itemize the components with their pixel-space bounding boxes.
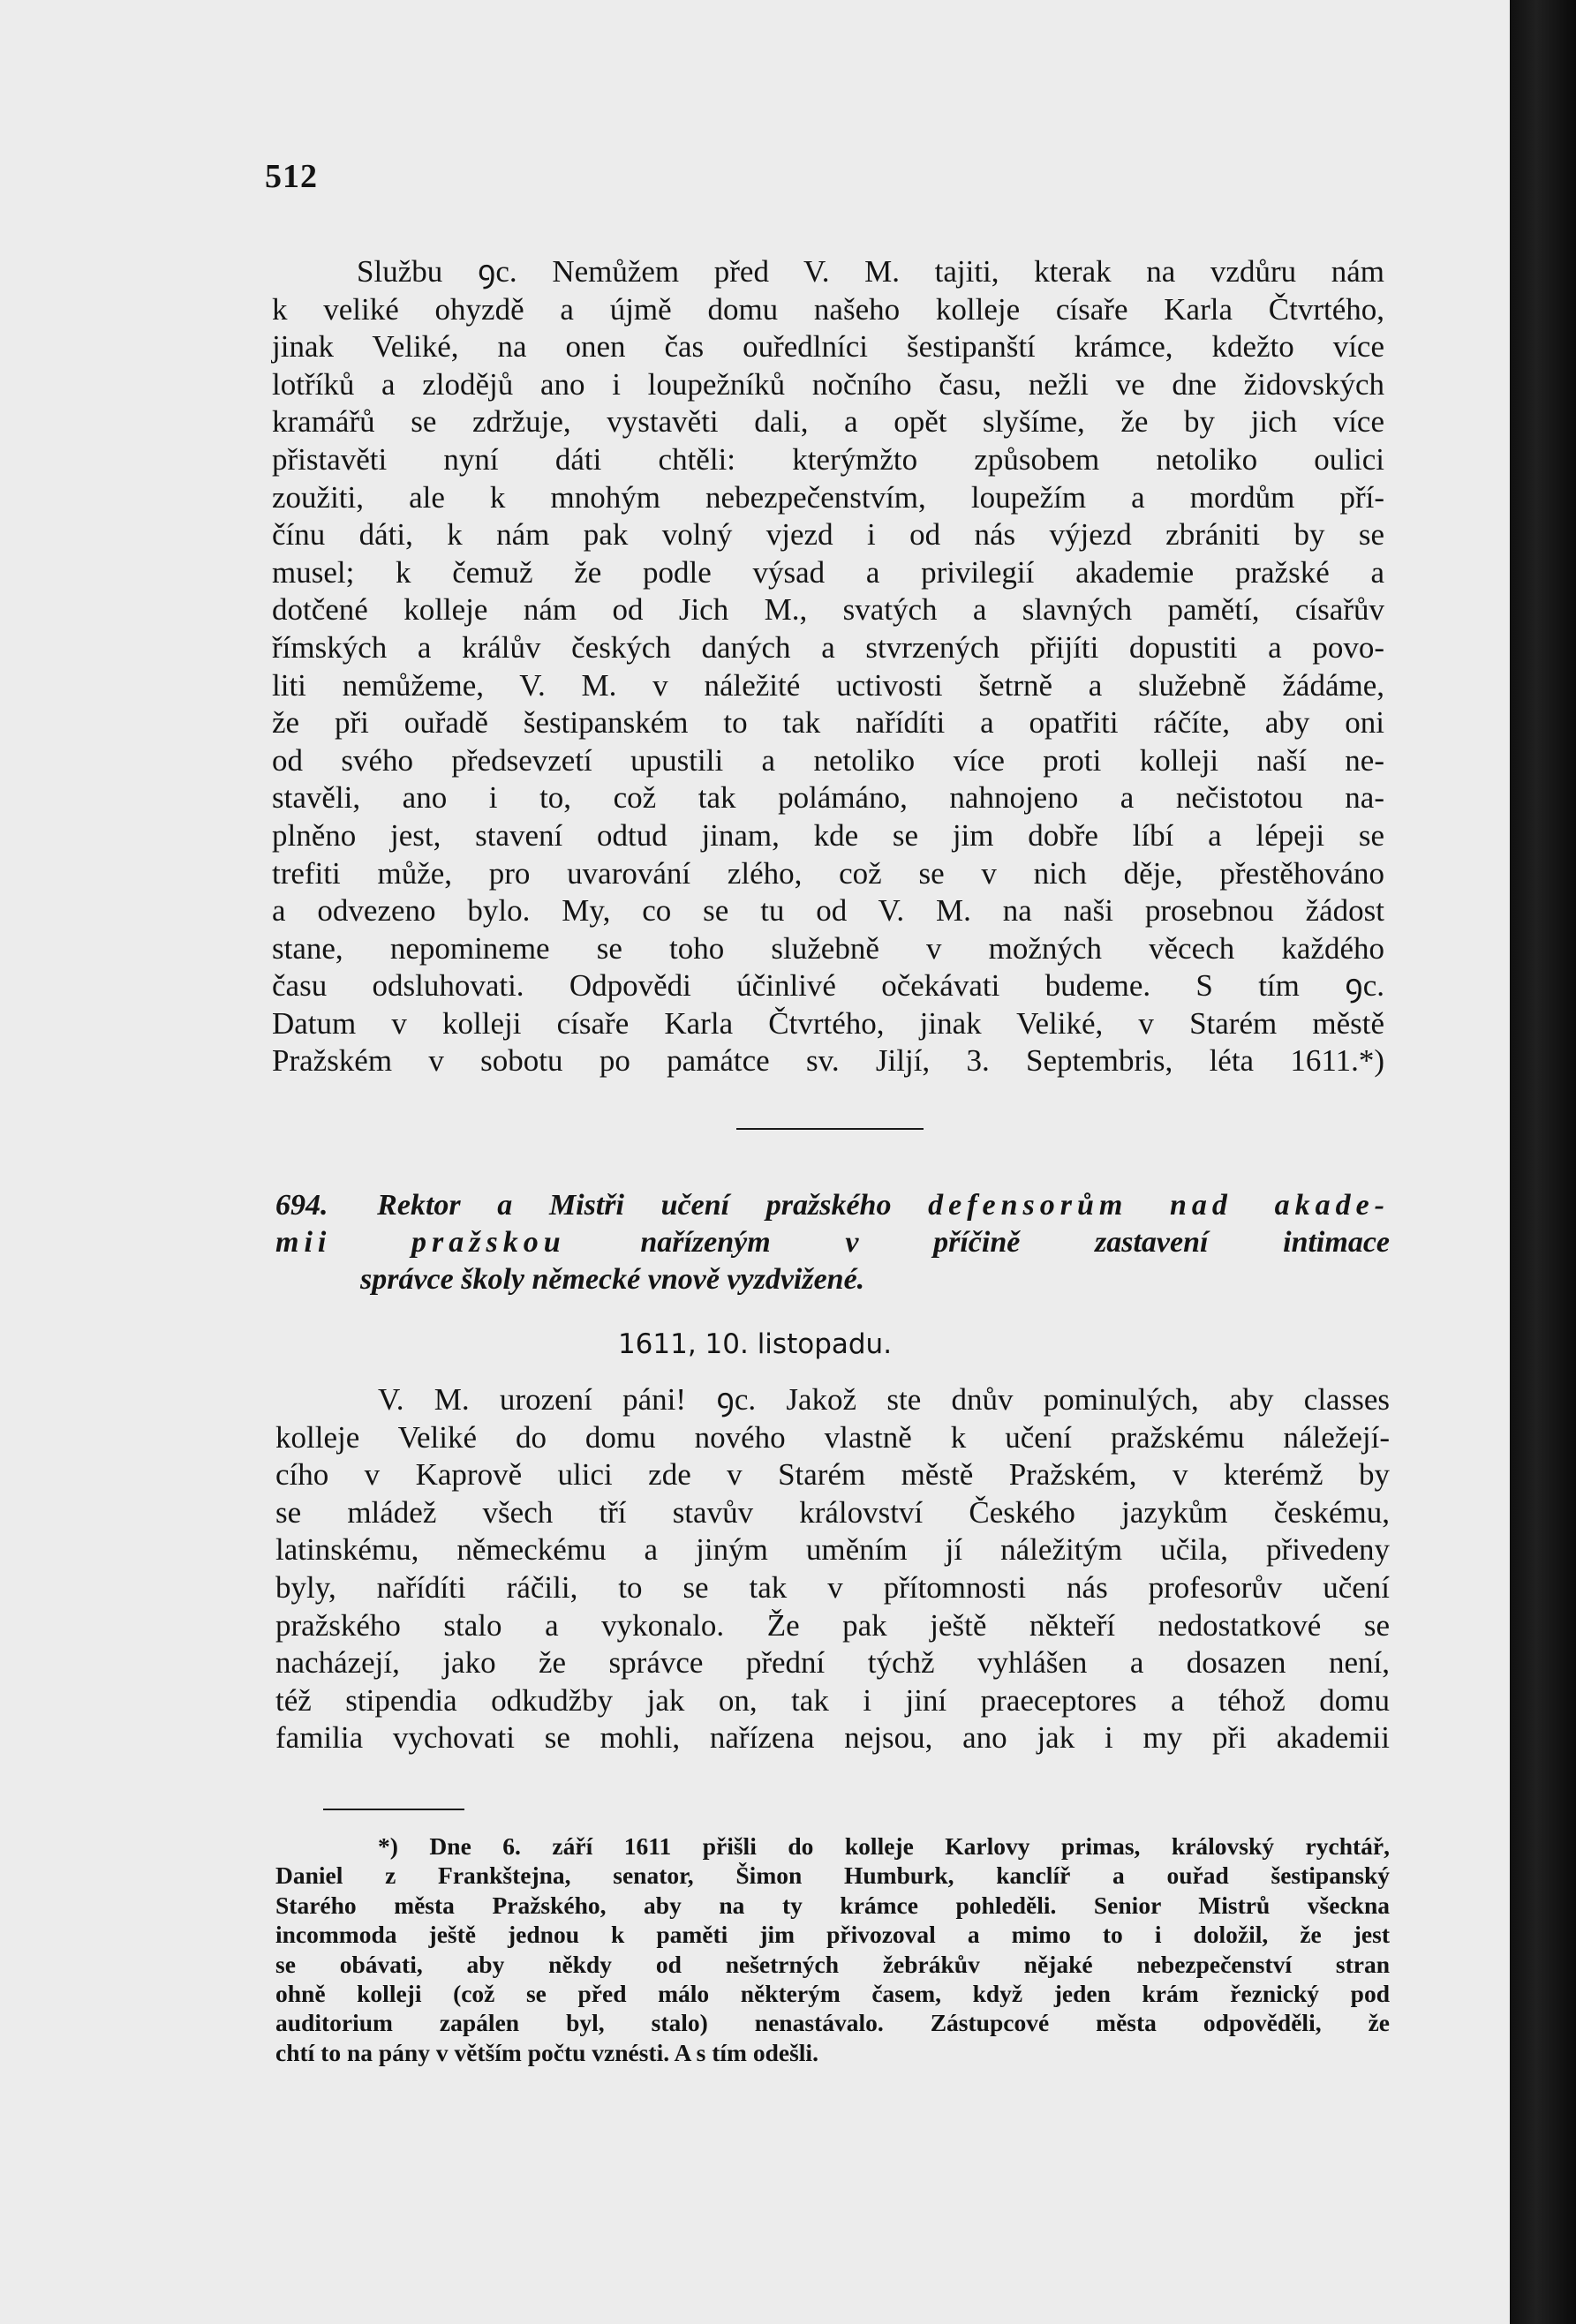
text-line: od svého předsevzetí upustili a netoliko více proti kolleji naší ne- xyxy=(272,742,1384,778)
text-line: liti nemůžeme, V. M. v náležité uctivosti šetrně a služebně žádáme, xyxy=(272,667,1384,703)
heading-part: Rektor a Mistři učení pražského xyxy=(377,1189,892,1222)
heading-part-spaced: mii pražskou xyxy=(275,1226,566,1259)
text-line: kolleje Veliké do domu nového vlastně k učení pražskému náležejí- xyxy=(275,1419,1390,1455)
text-line: cího v Kaprově ulici zde v Starém městě Pražském, v kterémž by xyxy=(275,1457,1390,1493)
text-line: k veliké ohyzdě a újmě domu našeho kolleje císaře Karla Čtvrtého, xyxy=(272,291,1384,327)
text-line: přistavěti nyní dáti chtěli: kterýmžto způsobem netoliko oulici xyxy=(272,441,1384,477)
text-line: stavěli, ano i to, což tak polámáno, nahnojeno a nečistotou na- xyxy=(272,780,1384,816)
text-line: jinak Veliké, na onen čas ouředlníci šestipanští krámce, kdežto více xyxy=(272,329,1384,365)
footnote-line: incommoda ještě jednou k paměti jim přivozoval a mimo to i doložil, že jest xyxy=(275,1921,1390,1949)
footnote-line: chtí to na pány v větším počtu vznésti. A s tím odešli. xyxy=(275,2038,818,2066)
footnote-line: Starého města Pražského, aby na ty krámce pohleděli. Senior Mistrů všeckna xyxy=(275,1891,1390,1919)
text-line: plněno jest, stavení odtud jinam, kde se jim dobře líbí a lépeji se xyxy=(272,817,1384,853)
text-line: V. M. urození páni! ꝯc. Jakož ste dnův pominulých, aby classes xyxy=(378,1382,1390,1417)
text-line: lotříků a zlodějů ano i loupežníků nočního času, nežli ve dne židovských xyxy=(272,366,1384,402)
text-line: a odvezeno bylo. My, co se tu od V. M. na naši prosebnou žádost xyxy=(272,893,1384,929)
continued-letter-text xyxy=(272,253,1384,1080)
text-line: Pražském v sobotu po památce sv. Jiljí, 3. Septembris, léta 1611.*) xyxy=(272,1043,1384,1079)
document-heading xyxy=(275,1187,1390,1298)
document-number: 694. xyxy=(275,1189,328,1222)
heading-line-1 xyxy=(275,1187,1390,1224)
footnote-line: auditorium zapálen byl, stalo) nenastávalo. Zástupcové města odpověděli, že xyxy=(275,2009,1390,2037)
text-line: se mládež všech tří stavův království Českého jazykům českému, xyxy=(275,1494,1390,1530)
document-date: 1611, 10. listopadu. xyxy=(617,1328,893,1360)
text-line: Službu ꝯc. Nemůžem před V. M. tajiti, kterak na vzdůru nám xyxy=(357,254,1384,289)
text-line: kramářů se zdržuje, vystavěti dali, a opět slyšíme, že by jich více xyxy=(272,404,1384,440)
section-divider xyxy=(736,1128,924,1130)
text-line: též stipendia odkudžby jak on, tak i jiní praeceptores a téhož domu xyxy=(275,1682,1390,1718)
letter-text xyxy=(275,1381,1390,1757)
page-number: 512 xyxy=(265,158,318,195)
heading-line-3: správce školy německé vnově vyzdvižené. xyxy=(360,1263,865,1296)
text-line: dotčené kolleje nám od Jich M., svatých a slavných pamětí, císařův xyxy=(272,592,1384,628)
text-line: že při ouřadě šestipanském to tak nařídíti a opatřiti ráčíte, aby oni xyxy=(272,705,1384,741)
footnote xyxy=(275,1831,1390,2067)
text-line: pražského stalo a vykonalo. Že pak ještě někteří nedostatkové se xyxy=(275,1607,1390,1643)
footnote-divider xyxy=(323,1809,464,1810)
text-line: latinskému, německému a jiným uměním jí náležitým učila, přivedeny xyxy=(275,1532,1390,1568)
text-line: musel; k čemuž že podle výsad a privilegií akademie pražské a xyxy=(272,554,1384,590)
footnote-line: *) Dne 6. září 1611 přišli do kolleje Karlovy primas, královský rychtář, xyxy=(378,1832,1390,1860)
text-line: čínu dáti, k nám pak volný vjezd i od nás výjezd zbrániti by se xyxy=(272,517,1384,553)
text-line: stane, nepomineme se toho služebně v možných věcech každého xyxy=(272,930,1384,966)
text-line: římských a králův českých daných a stvrzených přijíti dopustiti a povo- xyxy=(272,629,1384,665)
text-line: byly, nařídíti ráčili, to se tak v přítomnosti nás profesorův učení xyxy=(275,1569,1390,1605)
book-binding-edge xyxy=(1510,0,1576,2324)
text-line: Datum v kolleji císaře Karla Čtvrtého, jinak Veliké, v Starém městě xyxy=(272,1005,1384,1041)
text-line: nacházejí, jako že správce přední týchž vyhlášen a dosazen není, xyxy=(275,1645,1390,1681)
footnote-line: ohně kolleji (což se před málo některým časem, když jeden krám řeznický pod xyxy=(275,1980,1390,2008)
heading-part-spaced: defensorům nad akade- xyxy=(928,1189,1391,1222)
heading-line-2 xyxy=(275,1224,1390,1261)
text-line: familia vychovati se mohli, nařízena nejsou, ano jak i my při akademii xyxy=(275,1720,1390,1756)
footnote-line: se obávati, aby někdy od nešetrných žebrákův nějaké nebezpečenství stran xyxy=(275,1950,1390,1978)
text-line: trefiti může, pro uvarování zlého, což se v nich děje, přestěhováno xyxy=(272,855,1384,891)
footnote-line: Daniel z Frankštejna, senator, Šimon Humburk, kanclíř a ouřad šestipanský xyxy=(275,1861,1390,1890)
text-line: zoužiti, ale k mnohým nebezpečenstvím, loupežím a mordům pří- xyxy=(272,479,1384,515)
text-line: času odsluhovati. Odpovědi účinlivé očekávati budeme. S tím ꝯc. xyxy=(272,968,1384,1004)
heading-part: nařízeným v příčině zastavení intimace xyxy=(640,1226,1391,1259)
